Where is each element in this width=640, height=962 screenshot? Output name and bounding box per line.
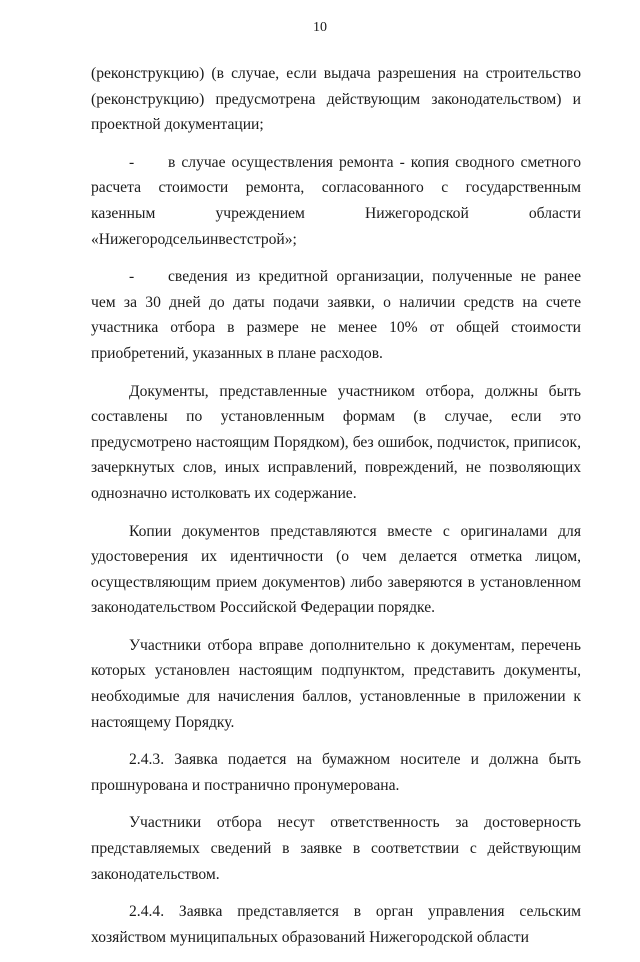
paragraph-section-2-4-3: 2.4.3. Заявка подается на бумажном носителе и должна быть прошнурована и постранично пронумерована. bbox=[91, 751, 581, 794]
bullet-dash: - bbox=[129, 153, 135, 171]
document-body bbox=[91, 61, 581, 962]
bullet-text: в случае осуществления ремонта - копия сводного сметного расчета стоимости ремонта, согласованного с государственным казенным учреждением Нижегородской области «Нижегородсельинвестстрой»; bbox=[91, 153, 581, 248]
bullet-text: сведения из кредитной организации, полученные не ранее чем за 30 дней до даты подачи заявки, о наличии средств на счете участника отбора в размере не менее 10% от общей стоимости приобретений, указанных в плане расходов. bbox=[91, 268, 581, 362]
paragraph-continuation: (реконструкцию) (в случае, если выдача разрешения на строительство (реконструкцию) предусмотрена действующим законодательством) и проектной документации; bbox=[91, 65, 581, 134]
paragraph-responsibility: Участники отбора несут ответственность за достоверность представляемых сведений в заявке в соответствии с действующим законодательством. bbox=[91, 814, 581, 883]
bullet-dash: - bbox=[129, 268, 135, 286]
paragraph-section-2-4-4: 2.4.4. Заявка представляется в орган управления сельским хозяйством муниципальных образований Нижегородской области bbox=[91, 903, 581, 946]
paragraph-document-copies: Копии документов представляются вместе с оригиналами для удостоверения их идентичности (о чем делается отметка лицом, осуществляющим прием документов) либо заверяются в установленном законодательством Российской Федерации порядке. bbox=[91, 522, 581, 617]
bullet-item-repair-estimate bbox=[91, 150, 581, 252]
bullet-item-bank-info bbox=[91, 264, 581, 366]
paragraph-documents-forms: Документы, представленные участником отбора, должны быть составлены по установленным формам (в случае, если это предусмотрено настоящим Порядком), без ошибок, подчисток, приписок, зачеркнутых слов, иных исправлений, повреждений, не позволяющих однозначно истолковать их содержание. bbox=[91, 382, 581, 502]
paragraph-additional-documents: Участники отбора вправе дополнительно к документам, перечень которых установлен настоящим подпунктом, представить документы, необходимые для начисления баллов, установленные в приложении к настоящему Порядку. bbox=[91, 636, 581, 731]
page-number: 10 bbox=[313, 20, 327, 35]
